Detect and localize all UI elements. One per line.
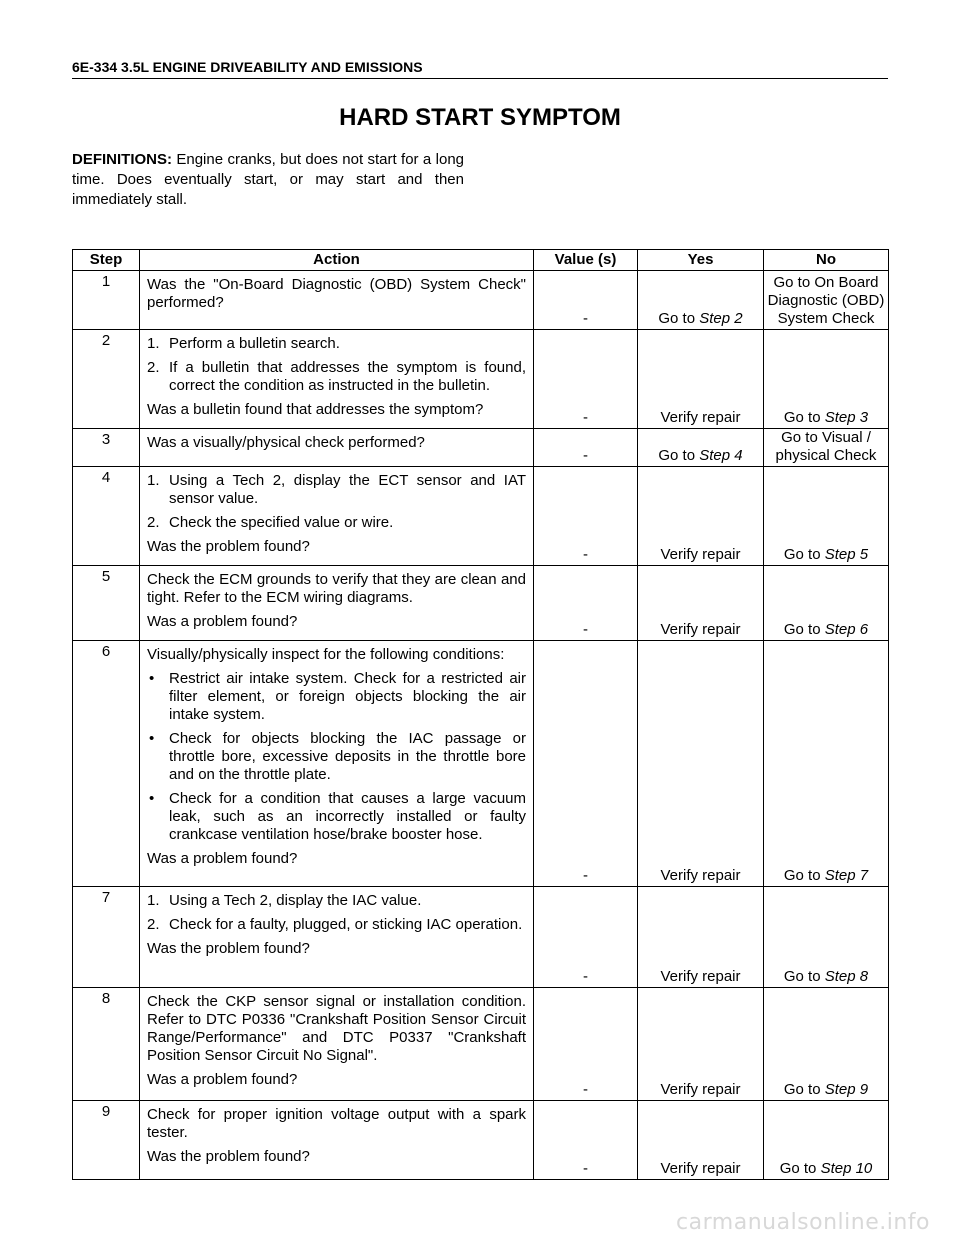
yes-text: Verify repair	[660, 546, 741, 563]
action-cell	[140, 988, 534, 1101]
yes-text: Verify repair	[660, 968, 741, 985]
step-number: 3	[73, 429, 140, 467]
yes-step-link: Step 2	[699, 310, 743, 327]
no-cell	[764, 271, 889, 330]
header-yes: Yes	[638, 250, 764, 271]
yes-cell	[638, 641, 764, 887]
header-step: Step	[73, 250, 140, 271]
action-question: Was a bulletin found that addresses the symptom?	[147, 401, 484, 418]
no-step-link: Step 7	[824, 867, 869, 884]
action-bullet	[147, 730, 526, 784]
action-paragraph: Check the ECM grounds to verify that they are clean and tight. Refer to the ECM wiring diagrams.	[147, 571, 526, 606]
no-text: Go to	[783, 867, 825, 884]
no-cell	[764, 566, 889, 641]
header-action: Action	[140, 250, 534, 271]
step-number: 5	[73, 566, 140, 641]
table-row	[73, 988, 889, 1101]
no-text: Go to	[783, 546, 825, 563]
action-step-item	[147, 335, 526, 353]
no-text: Go to Visual / physical Check	[775, 429, 877, 464]
no-step-link: Step 3	[824, 409, 869, 426]
item-text: Check for a faulty, plugged, or sticking IAC operation.	[169, 916, 523, 933]
value-cell: -	[534, 467, 638, 566]
no-text: Go to	[783, 621, 825, 638]
action-question: Was the problem found?	[147, 940, 310, 957]
table-row	[73, 271, 889, 330]
yes-cell	[638, 1101, 764, 1180]
value-cell: -	[534, 641, 638, 887]
no-cell	[764, 330, 889, 429]
action-cell	[140, 330, 534, 429]
action-question: Was a problem found?	[147, 850, 298, 867]
bullet-text: Restrict air intake system. Check for a restricted air filter element, or foreign objects blocking the air intake system.	[169, 670, 526, 723]
action-step-item	[147, 472, 526, 508]
item-text: Using a Tech 2, display the ECT sensor and IAT sensor value.	[169, 472, 526, 507]
table-header-row	[73, 250, 889, 271]
no-step-link: Step 10	[820, 1160, 873, 1177]
no-text: Go to	[783, 409, 825, 426]
step-number: 1	[73, 271, 140, 330]
yes-cell	[638, 988, 764, 1101]
no-cell	[764, 641, 889, 887]
no-text: Go to	[783, 1081, 825, 1098]
bullet-text: Check for objects blocking the IAC passage or throttle bore, excessive deposits in the throttle bore and on the throttle plate.	[169, 730, 526, 783]
bullet-icon: •	[149, 670, 155, 687]
no-step-link: Step 5	[824, 546, 869, 563]
yes-cell	[638, 566, 764, 641]
action-paragraph: Was the "On-Board Diagnostic (OBD) System Check" performed?	[147, 276, 526, 311]
yes-cell	[638, 429, 764, 467]
yes-text: Verify repair	[660, 1160, 741, 1177]
table-row	[73, 641, 889, 887]
value-cell: -	[534, 330, 638, 429]
bullet-icon: •	[149, 790, 155, 807]
no-cell	[764, 467, 889, 566]
no-step-link: Step 9	[824, 1081, 869, 1098]
action-step-item	[147, 892, 526, 910]
definitions-text: Engine cranks, but does not start for a long time. Does eventually start, or may start and then immediately stall.	[72, 151, 464, 208]
action-cell	[140, 271, 534, 330]
action-question: Was a problem found?	[147, 613, 298, 630]
yes-cell	[638, 887, 764, 988]
page-header: 6E-334 3.5L ENGINE DRIVEABILITY AND EMISSIONS	[72, 58, 888, 79]
action-paragraph: Was a visually/physical check performed?	[147, 434, 425, 451]
action-cell	[140, 566, 534, 641]
yes-step-link: Step 4	[699, 447, 743, 464]
action-cell	[140, 467, 534, 566]
item-number: 2.	[147, 916, 160, 933]
yes-text: Verify repair	[660, 867, 741, 884]
definitions	[72, 150, 464, 210]
item-text: If a bulletin that addresses the symptom is found, correct the condition as instructed in the bulletin.	[169, 359, 526, 394]
action-paragraph: Check for proper ignition voltage output with a spark tester.	[147, 1106, 526, 1141]
step-number: 2	[73, 330, 140, 429]
value-cell: -	[534, 988, 638, 1101]
watermark: carmanualsonline.info	[676, 1210, 930, 1235]
yes-text: Go to	[658, 447, 700, 464]
table-row	[73, 330, 889, 429]
step-number: 9	[73, 1101, 140, 1180]
item-number: 1.	[147, 472, 160, 489]
yes-cell	[638, 271, 764, 330]
table-row	[73, 566, 889, 641]
item-number: 1.	[147, 335, 160, 352]
definitions-label: DEFINITIONS:	[72, 151, 172, 168]
bullet-icon: •	[149, 730, 155, 747]
table-row	[73, 467, 889, 566]
no-text: Go to On Board Diagnostic (OBD) System Check	[767, 274, 885, 327]
no-step-link: Step 8	[824, 968, 869, 985]
item-number: 1.	[147, 892, 160, 909]
yes-text: Go to	[658, 310, 700, 327]
action-step-item	[147, 916, 526, 934]
value-cell: -	[534, 1101, 638, 1180]
no-cell	[764, 988, 889, 1101]
item-number: 2.	[147, 359, 160, 376]
page-title: HARD START SYMPTOM	[339, 104, 621, 131]
item-number: 2.	[147, 514, 160, 531]
diagnostic-table	[72, 249, 889, 1180]
value-cell: -	[534, 566, 638, 641]
item-text: Using a Tech 2, display the IAC value.	[169, 892, 422, 909]
no-cell	[764, 429, 889, 467]
bullet-text: Check for a condition that causes a large vacuum leak, such as an incorrectly installed or faulty crankcase ventilation hose/brake booster hose.	[169, 790, 526, 843]
action-cell	[140, 641, 534, 887]
action-intro: Visually/physically inspect for the following conditions:	[147, 646, 505, 663]
action-bullet	[147, 790, 526, 844]
header-no: No	[764, 250, 889, 271]
action-cell	[140, 887, 534, 988]
step-number: 4	[73, 467, 140, 566]
action-step-item	[147, 359, 526, 395]
action-paragraph: Check the CKP sensor signal or installation condition. Refer to DTC P0336 "Crankshaft Position Sensor Circuit Range/Performance" and DTC P0337 "Crankshaft Position Sensor Circuit No Signal".	[147, 993, 526, 1064]
value-cell: -	[534, 887, 638, 988]
no-text: Go to	[783, 968, 825, 985]
step-number: 7	[73, 887, 140, 988]
no-text: Go to	[779, 1160, 821, 1177]
step-number: 8	[73, 988, 140, 1101]
no-cell	[764, 887, 889, 988]
action-step-item	[147, 514, 526, 532]
value-cell: -	[534, 271, 638, 330]
yes-cell	[638, 330, 764, 429]
table-row	[73, 429, 889, 467]
no-cell	[764, 1101, 889, 1180]
yes-text: Verify repair	[660, 409, 741, 426]
item-text: Check the specified value or wire.	[169, 514, 394, 531]
table-row	[73, 1101, 889, 1180]
header-value: Value (s)	[534, 250, 638, 271]
yes-cell	[638, 467, 764, 566]
action-cell	[140, 1101, 534, 1180]
action-cell	[140, 429, 534, 467]
step-number: 6	[73, 641, 140, 887]
item-text: Perform a bulletin search.	[169, 335, 340, 352]
action-question: Was a problem found?	[147, 1071, 298, 1088]
action-question: Was the problem found?	[147, 1148, 310, 1165]
table-row	[73, 887, 889, 988]
no-step-link: Step 6	[824, 621, 869, 638]
value-cell: -	[534, 429, 638, 467]
yes-text: Verify repair	[660, 621, 741, 638]
yes-text: Verify repair	[660, 1081, 741, 1098]
action-question: Was the problem found?	[147, 538, 310, 555]
action-bullet	[147, 670, 526, 724]
